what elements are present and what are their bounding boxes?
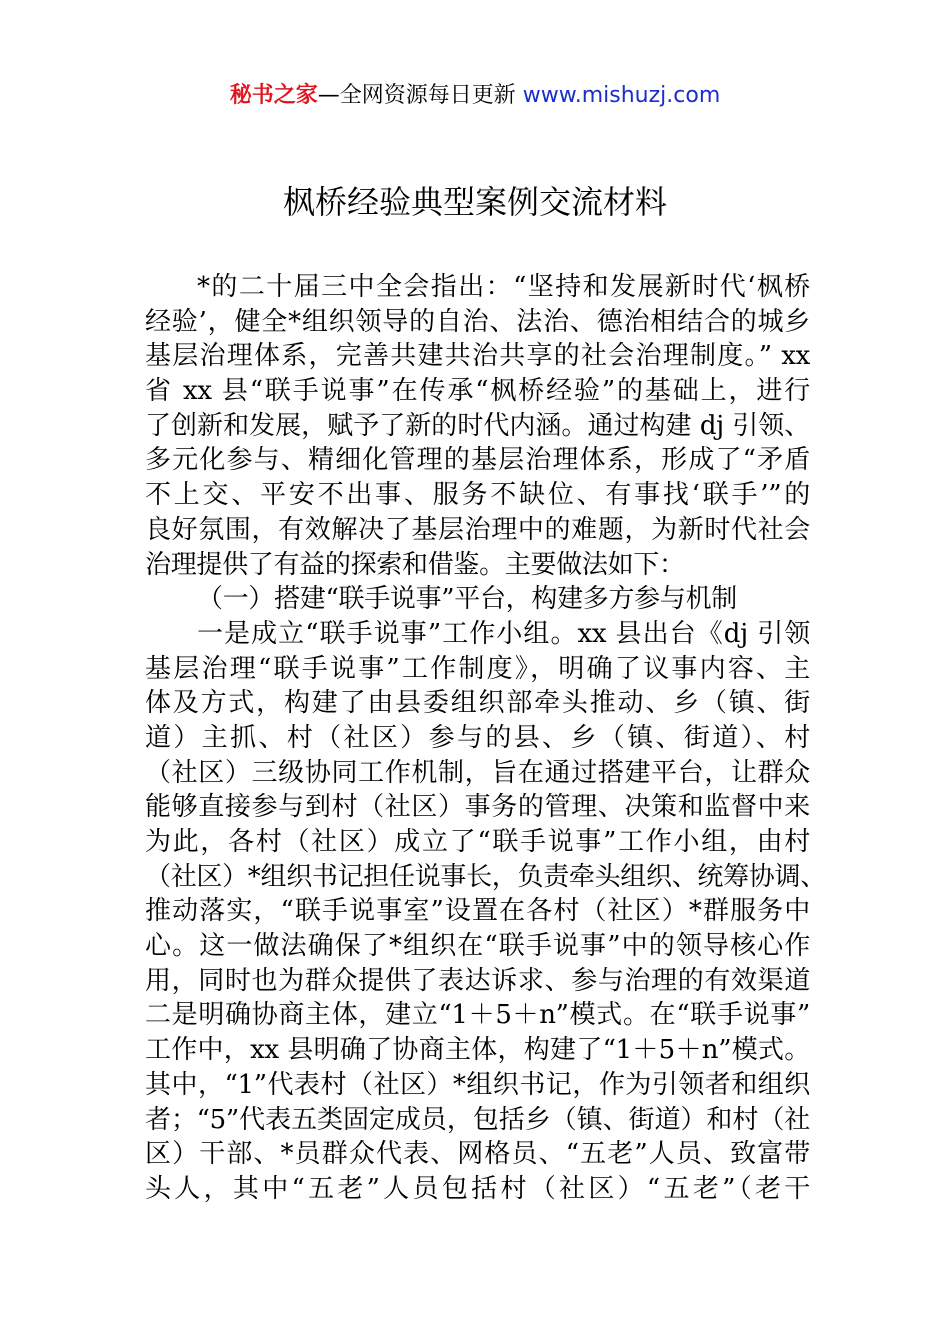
body-line: 区）干部、*员群众代表、网格员、“五老”人员、致富带 bbox=[145, 1139, 810, 1170]
body-line: 用，同时也为群众提供了表达诉求、参与治理的有效渠道 bbox=[145, 965, 810, 996]
body-line: （社区）三级协同工作机制，旨在通过搭建平台，让群众 bbox=[145, 757, 810, 788]
body-line: 治理提供了有益的探索和借鉴。主要做法如下： bbox=[145, 549, 685, 580]
body-line: 工作中，xx 县明确了协商主体，构建了“1＋5＋n”模式。 bbox=[145, 1035, 810, 1066]
body-line: 其中，“1”代表村（社区）*组织书记，作为引领者和组织 bbox=[145, 1069, 810, 1100]
body-line: 能够直接参与到村（社区）事务的管理、决策和监督中来 bbox=[145, 792, 810, 823]
document-title: 枫桥经验典型案例交流材料 bbox=[282, 183, 667, 221]
header-tagline: —全网资源每日更新 bbox=[317, 83, 523, 108]
body-line: 多元化参与、精细化管理的基层治理体系，形成了“矛盾 bbox=[145, 445, 810, 476]
body-line: 经验’，健全*组织领导的自治、法治、德治相结合的城乡 bbox=[145, 306, 810, 337]
brand-name: 秘书之家 bbox=[229, 83, 318, 108]
body-line: 二是明确协商主体，建立“1＋5＋n”模式。在“联手说事” bbox=[145, 1000, 810, 1031]
body-line: 省 xx 县“联手说事”在传承“枫桥经验”的基础上，进行 bbox=[145, 376, 810, 407]
body-line: 体及方式，构建了由县委组织部牵头推动、乡（镇、街 bbox=[145, 688, 810, 719]
site-header bbox=[0, 80, 950, 112]
body-line: 良好氛围，有效解决了基层治理中的难题，为新时代社会 bbox=[145, 514, 810, 545]
body-line: 道）主抓、村（社区）参与的县、乡（镇、街道）、村 bbox=[145, 722, 810, 753]
body-line: 基层治理体系，完善共建共治共享的社会治理制度。” xx bbox=[145, 341, 810, 372]
body-line: 一是成立“联手说事”工作小组。xx 县出台《dj 引领 bbox=[197, 618, 810, 649]
body-line: 不上交、平安不出事、服务不缺位、有事找‘联手’”的 bbox=[145, 480, 810, 511]
body-line: 基层治理“联手说事”工作制度》，明确了议事内容、主 bbox=[145, 653, 810, 684]
body-line: *的二十届三中全会指出：“坚持和发展新时代‘枫桥 bbox=[197, 272, 810, 302]
body-line: 了创新和发展，赋予了新的时代内涵。通过构建 dj 引领、 bbox=[145, 410, 810, 441]
body-line: 者；“5”代表五类固定成员，包括乡（镇、街道）和村（社 bbox=[145, 1104, 810, 1135]
body-line: 头人，其中“五老”人员包括村（社区）“五老”（老干 bbox=[145, 1173, 810, 1204]
body-line: 推动落实，“联手说事室”设置在各村（社区）*群服务中 bbox=[145, 896, 810, 927]
document-body bbox=[145, 270, 826, 1207]
site-url-link[interactable]: www.mishuzj.com bbox=[522, 83, 721, 108]
section-heading: （一）搭建“联手说事”平台，构建多方参与机制 bbox=[197, 584, 737, 615]
body-line: 为此，各村（社区）成立了“联手说事”工作小组，由村 bbox=[145, 827, 810, 857]
body-line: （社区）*组织书记担任说事长，负责牵头组织、统筹协调、 bbox=[145, 861, 826, 892]
body-line: 心。这一做法确保了*组织在“联手说事”中的领导核心作 bbox=[145, 931, 810, 962]
